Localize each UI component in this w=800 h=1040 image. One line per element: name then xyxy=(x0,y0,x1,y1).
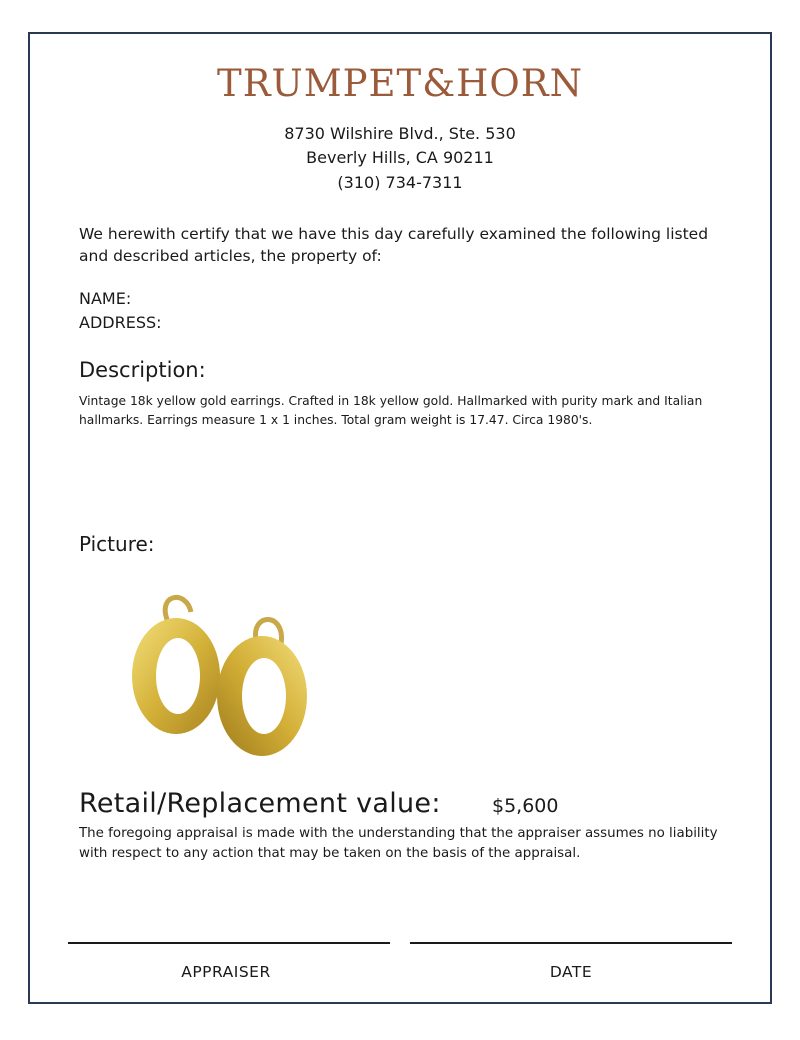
earrings-photo xyxy=(116,584,316,774)
certification-text: We herewith certify that we have this day carefully examined the following listed and described articles, the property of: xyxy=(79,225,709,265)
name-label: NAME: xyxy=(79,289,132,308)
address-line-1: 8730 Wilshire Blvd., Ste. 530 xyxy=(284,124,516,143)
date-label: DATE xyxy=(549,963,593,981)
date-signature-line xyxy=(410,942,732,944)
phone-number: (310) 734-7311 xyxy=(337,173,463,192)
address-label: ADDRESS: xyxy=(79,313,162,332)
appraisal-disclaimer: The foregoing appraisal is made with the understanding that the appraiser assumes no liability with respect to any action that may be taken on the basis of the appraisal. xyxy=(79,826,718,861)
gold-hoop-earrings-image xyxy=(116,584,316,774)
description-heading: Description: xyxy=(79,358,206,382)
appraiser-label: APPRAISER xyxy=(181,963,271,981)
valuation-heading: Retail/Replacement value: xyxy=(79,788,441,819)
picture-heading: Picture: xyxy=(79,532,155,556)
address-line-2: Beverly Hills, CA 90211 xyxy=(306,148,494,167)
appraiser-signature-line xyxy=(68,942,390,944)
brand-logo: TRUMPET&HORN xyxy=(217,62,583,105)
valuation-amount: $5,600 xyxy=(492,795,559,817)
description-text: Vintage 18k yellow gold earrings. Crafted in 18k yellow gold. Hallmarked with purity mark and Italian hallmarks. Earrings measure 1 x 1 inches. Total gram weight is 17.47. Circa 1980's. xyxy=(79,394,703,427)
